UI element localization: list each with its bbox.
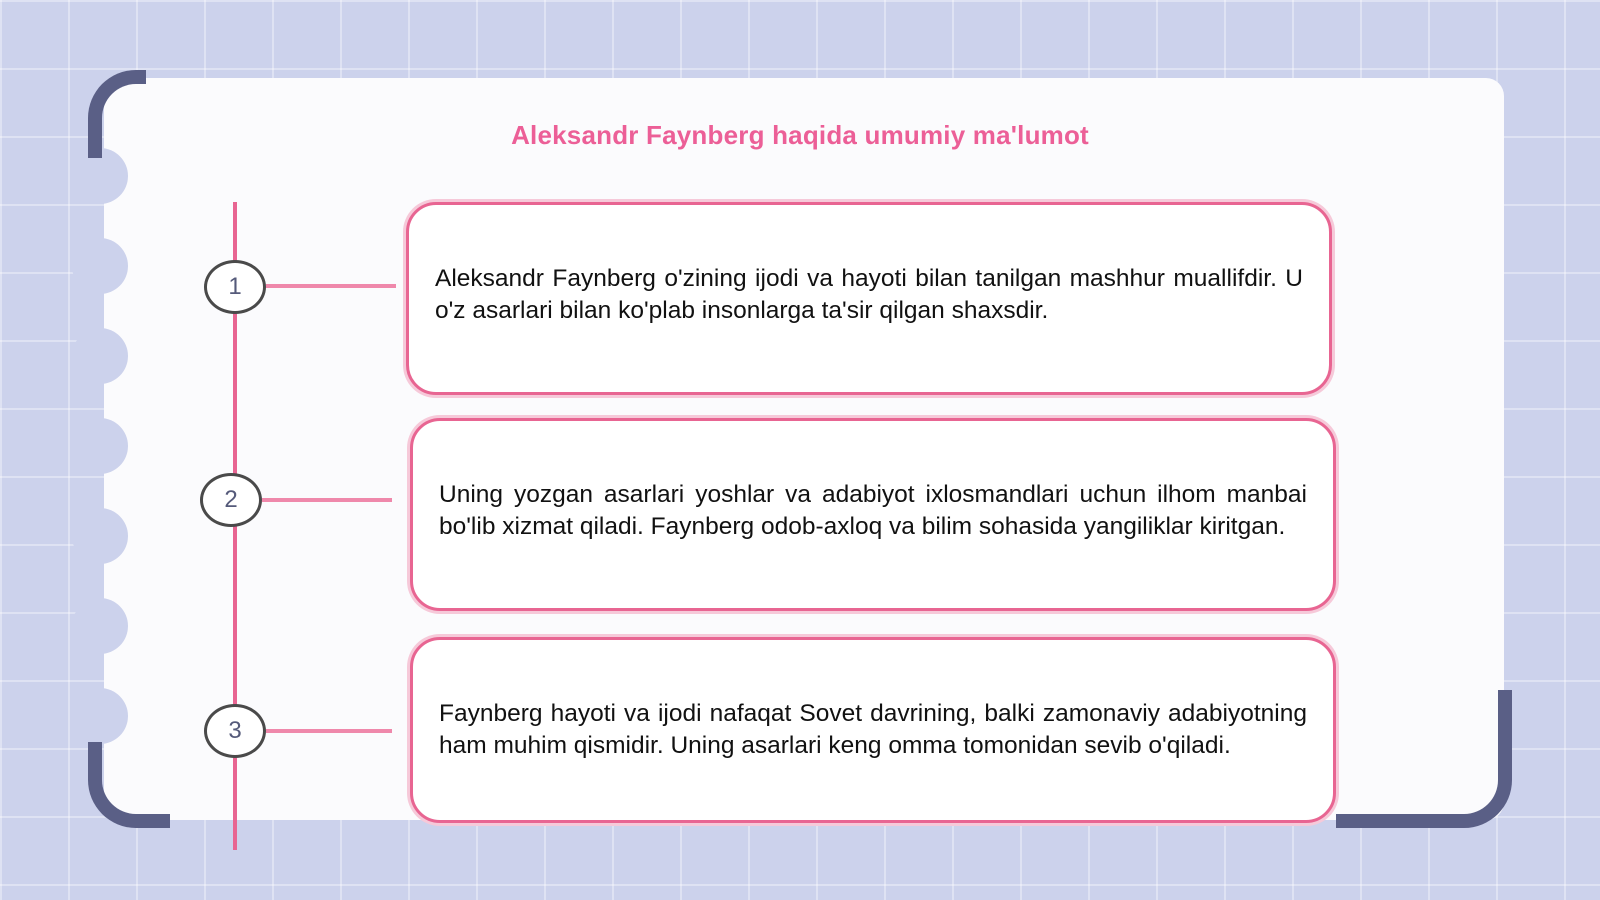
scallop-edge — [72, 688, 128, 744]
timeline-number-2: 2 — [200, 473, 262, 527]
info-text-1: Aleksandr Faynberg o'zining ijodi va hayoti bilan tanilgan mashhur muallifdir. U o'z asarlari bilan ko'plab insonlarga ta'sir qilgan shaxsdir. — [435, 264, 1303, 324]
frame-corner-bottom-right — [1336, 690, 1512, 828]
frame-corner-top-left — [88, 70, 146, 158]
scallop-edge — [72, 598, 128, 654]
scallop-edge — [72, 238, 128, 294]
timeline-connector-3 — [266, 729, 392, 733]
scallop-edge — [72, 508, 128, 564]
info-box-1 — [406, 202, 1332, 395]
timeline-connector-2 — [262, 498, 392, 502]
info-text-2: Uning yozgan asarlari yoshlar va adabiyot ixlosmandlari uchun ilhom manbai bo'lib xizmat qiladi. Faynberg odob-axloq va bilim sohasida yangiliklar kiritgan. — [439, 480, 1307, 540]
timeline-connector-1 — [266, 284, 396, 288]
scallop-edge — [72, 418, 128, 474]
info-text-3: Faynberg hayoti va ijodi nafaqat Sovet davrining, balki zamonaviy adabiyotning ham muhim qismidir. Uning asarlari keng omma tomonidan sevib o'qiladi. — [439, 700, 1307, 759]
info-box-2 — [410, 418, 1336, 611]
frame-corner-bottom-left — [88, 742, 170, 828]
info-box-3 — [410, 637, 1336, 823]
scallop-edge — [72, 328, 128, 384]
timeline-number-1: 1 — [204, 260, 266, 314]
timeline-number-3: 3 — [204, 704, 266, 758]
slide-title: Aleksandr Faynberg haqida umumiy ma'lumot — [511, 120, 1089, 150]
